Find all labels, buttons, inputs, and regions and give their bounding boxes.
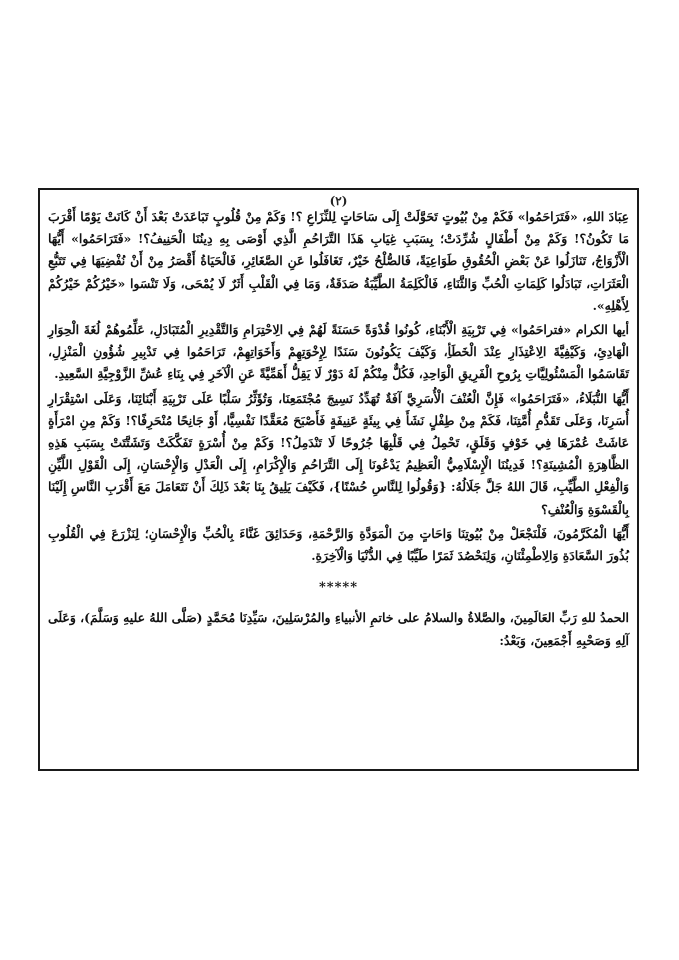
page-frame bbox=[38, 188, 639, 771]
page-number: (٢) bbox=[329, 194, 348, 208]
closing-paragraph: الحمدُ للهِ رَبِّ العَالَمِينَ، والصَّلاةُ والسلامُ على خاتمِ الأنبياءِ والمُرْسَلِينَ، سَيِّدِنَا مُحَمَّدٍ (صَلَّى اللهُ عليهِ وَسَلَّمَ)، وَعَلَى آلِهِ وَصَحْبِهِ أَجْمَعِينَ، وَبَعْدُ: bbox=[48, 610, 629, 648]
paragraph-1: عِبَادَ اللهِ، «فَتَرَاحَمُوا» فَكَمْ مِنْ بُيُوتٍ تَحَوَّلَتْ إِلَى سَاحَاتٍ لِلنِّزَاعِ ؟! وَكَمْ مِنْ قُلُوبٍ تَبَاعَدَتْ بَعْدَ أَنْ كَانَتْ يَوْمًا أَقْرَبَ مَا تَكُونُ؟! وَكَمْ مِنْ أَطْفَالٍ شُرِّدَتْ؛ بِسَبَبِ غِيَابِ هَذَا التَّرَاحُمِ الَّذِي أَوْصَى بِهِ دِينُنَا الْحَنِيفُ؟! «فَتَرَاحَمُوا» أَيُّهَا الْأَزْوَاجُ، تَنَازَلُوا عَنْ بَعْضِ الْحُقُوقِ طَوَاعِيَةً، فَالصُّلْحُ خَيْرٌ، تَغَافَلُوا عَنِ الصَّغَائِرِ، فَالْحَيَاةُ أَقْصَرُ مِنْ أَنْ نُفْضِيَهَا فِي تَتَبُّعِ الْعَثَرَاتِ، تَبَادَلُوا كَلِمَاتِ الْحُبِّ وَالثَّنَاءِ، فَالْكَلِمَةُ الطَّيِّبَةُ صَدَقَةٌ، وَمَا فِي الْقَلْبِ أَثَرٌ لَا يُمْحَى، وَلَا تَنْسَوا «خَيْرُكُمْ خَيْرُكُمْ لِأَهْلِهِ». bbox=[48, 209, 629, 313]
sermon-body bbox=[48, 206, 629, 652]
paragraph-2: أيها الكرام «فتراحَمُوا» فِي تَرْبِيَةِ الْأَبْنَاءِ، كُونُوا قُدْوَةً حَسَنَةً لَهُمْ فِي الِاحْتِرَامِ وَالتَّقْدِيرِ الْمُتَبَادَلِ، عَلِّمُوهُمْ لُغَةَ الْحِوَارِ الْهَادِئِ، وَكَيْفِيَّةَ الِاعْتِذَارِ عِنْدَ الْخَطَأِ، وَكَيْفَ يَكُونُونَ سَنَدًا لِإِخْوَتِهِمْ وَأَخَوَاتِهِمْ، تَرَاحَمُوا فِي تَدْبِيرِ شُؤُونِ الْمَنْزِلِ، تَقَاسَمُوا الْمَسْئُولِيَّاتِ بِرُوحِ الْفَرِيقِ الْوَاحِدِ، فَكُلٌّ مِنْكُمْ لَهُ دَوْرٌ لَا يَقِلُّ أَهَمِّيَّةً عَنِ الْآخَرِ فِي بِنَاءِ عُشِّ الزَّوْجِيَّةِ السَّعِيدِ. bbox=[48, 322, 629, 382]
separator: ***** bbox=[319, 580, 358, 596]
paragraph-3: أَيُّهَا النُّبَلَاءُ، «فَتَرَاحَمُوا» فَإِنَّ الْعُنْفَ الْأُسَرِيَّ آفَةٌ تُهَدِّدُ نَسِيجَ مُجْتَمَعِنَا، وَتُؤَثِّرُ سَلْبًا عَلَى تَرْبِيَةِ أَبْنَائِنَا، وَعَلَى اسْتِقْرَارِ أُسَرِنَا، وَعَلَى تَقَدُّمِ أُمَّتِنَا، فَكَمْ مِنْ طِفْلٍ نَشَأَ فِي بِيئَةٍ عَنِيفَةٍ فَأَصْبَحَ مُعَقَّدًا نَفْسِيًّا، أَوْ جَانِحًا مُنْحَرِفًا؟! وَكَمْ مِنِ امْرَأَةٍ عَاشَتْ عُمْرَهَا فِي خَوْفٍ وَقَلَقٍ، تَحْمِلُ فِي قَلْبِهَا جُرُوحًا لَا تَنْدَمِلُ؟! وَكَمْ مِنْ أُسْرَةٍ تَفَكَّكَتْ وَتَشَتَّتَتْ بِسَبَبِ هَذِهِ الظَّاهِرَةِ الْمُشِينَةِ؟! فَدِينُنَا الْإِسْلَامِيُّ الْعَظِيمُ يَدْعُونَا إِلَى التَّرَاحُمِ وَالْإِكْرَامِ، إِلَى الْعَدْلِ وَالْإِحْسَانِ، إِلَى الْقَوْلِ اللَّيِّنِ وَالْفِعْلِ الطَّيِّبِ، قَالَ اللهُ جَلَّ جَلَالُهُ: {وَقُولُوا لِلنَّاسِ حُسْنًا}، فَكَيْفَ يَلِيقُ بِنَا بَعْدَ ذَلِكَ أَنْ نَتَعَامَلَ مَعَ أَقْرَبِ النَّاسِ إِلَيْنَا بِالْقَسْوَةِ وَالْعُنْفِ؟ bbox=[48, 390, 629, 517]
paragraph-4: أَيُّهَا الْمُكَرَّمُونَ، فَلْنَجْعَلْ مِنْ بُيُوتِنَا وَاحَاتٍ مِنَ الْمَوَدَّةِ وَالرَّحْمَةِ، وَحَدَائِقَ غَنَّاءَ بِالْحُبِّ وَالْإِحْسَانِ؛ لِنَزْرَعَ فِي الْقُلُوبِ بُذُورَ السَّعَادَةِ وَالِاطْمِئْنَانِ، وَلِنَحْصُدَ ثَمَرًا طَيِّبًا فِي الدُّنْيَا وَالْآخِرَةِ. bbox=[48, 525, 629, 564]
